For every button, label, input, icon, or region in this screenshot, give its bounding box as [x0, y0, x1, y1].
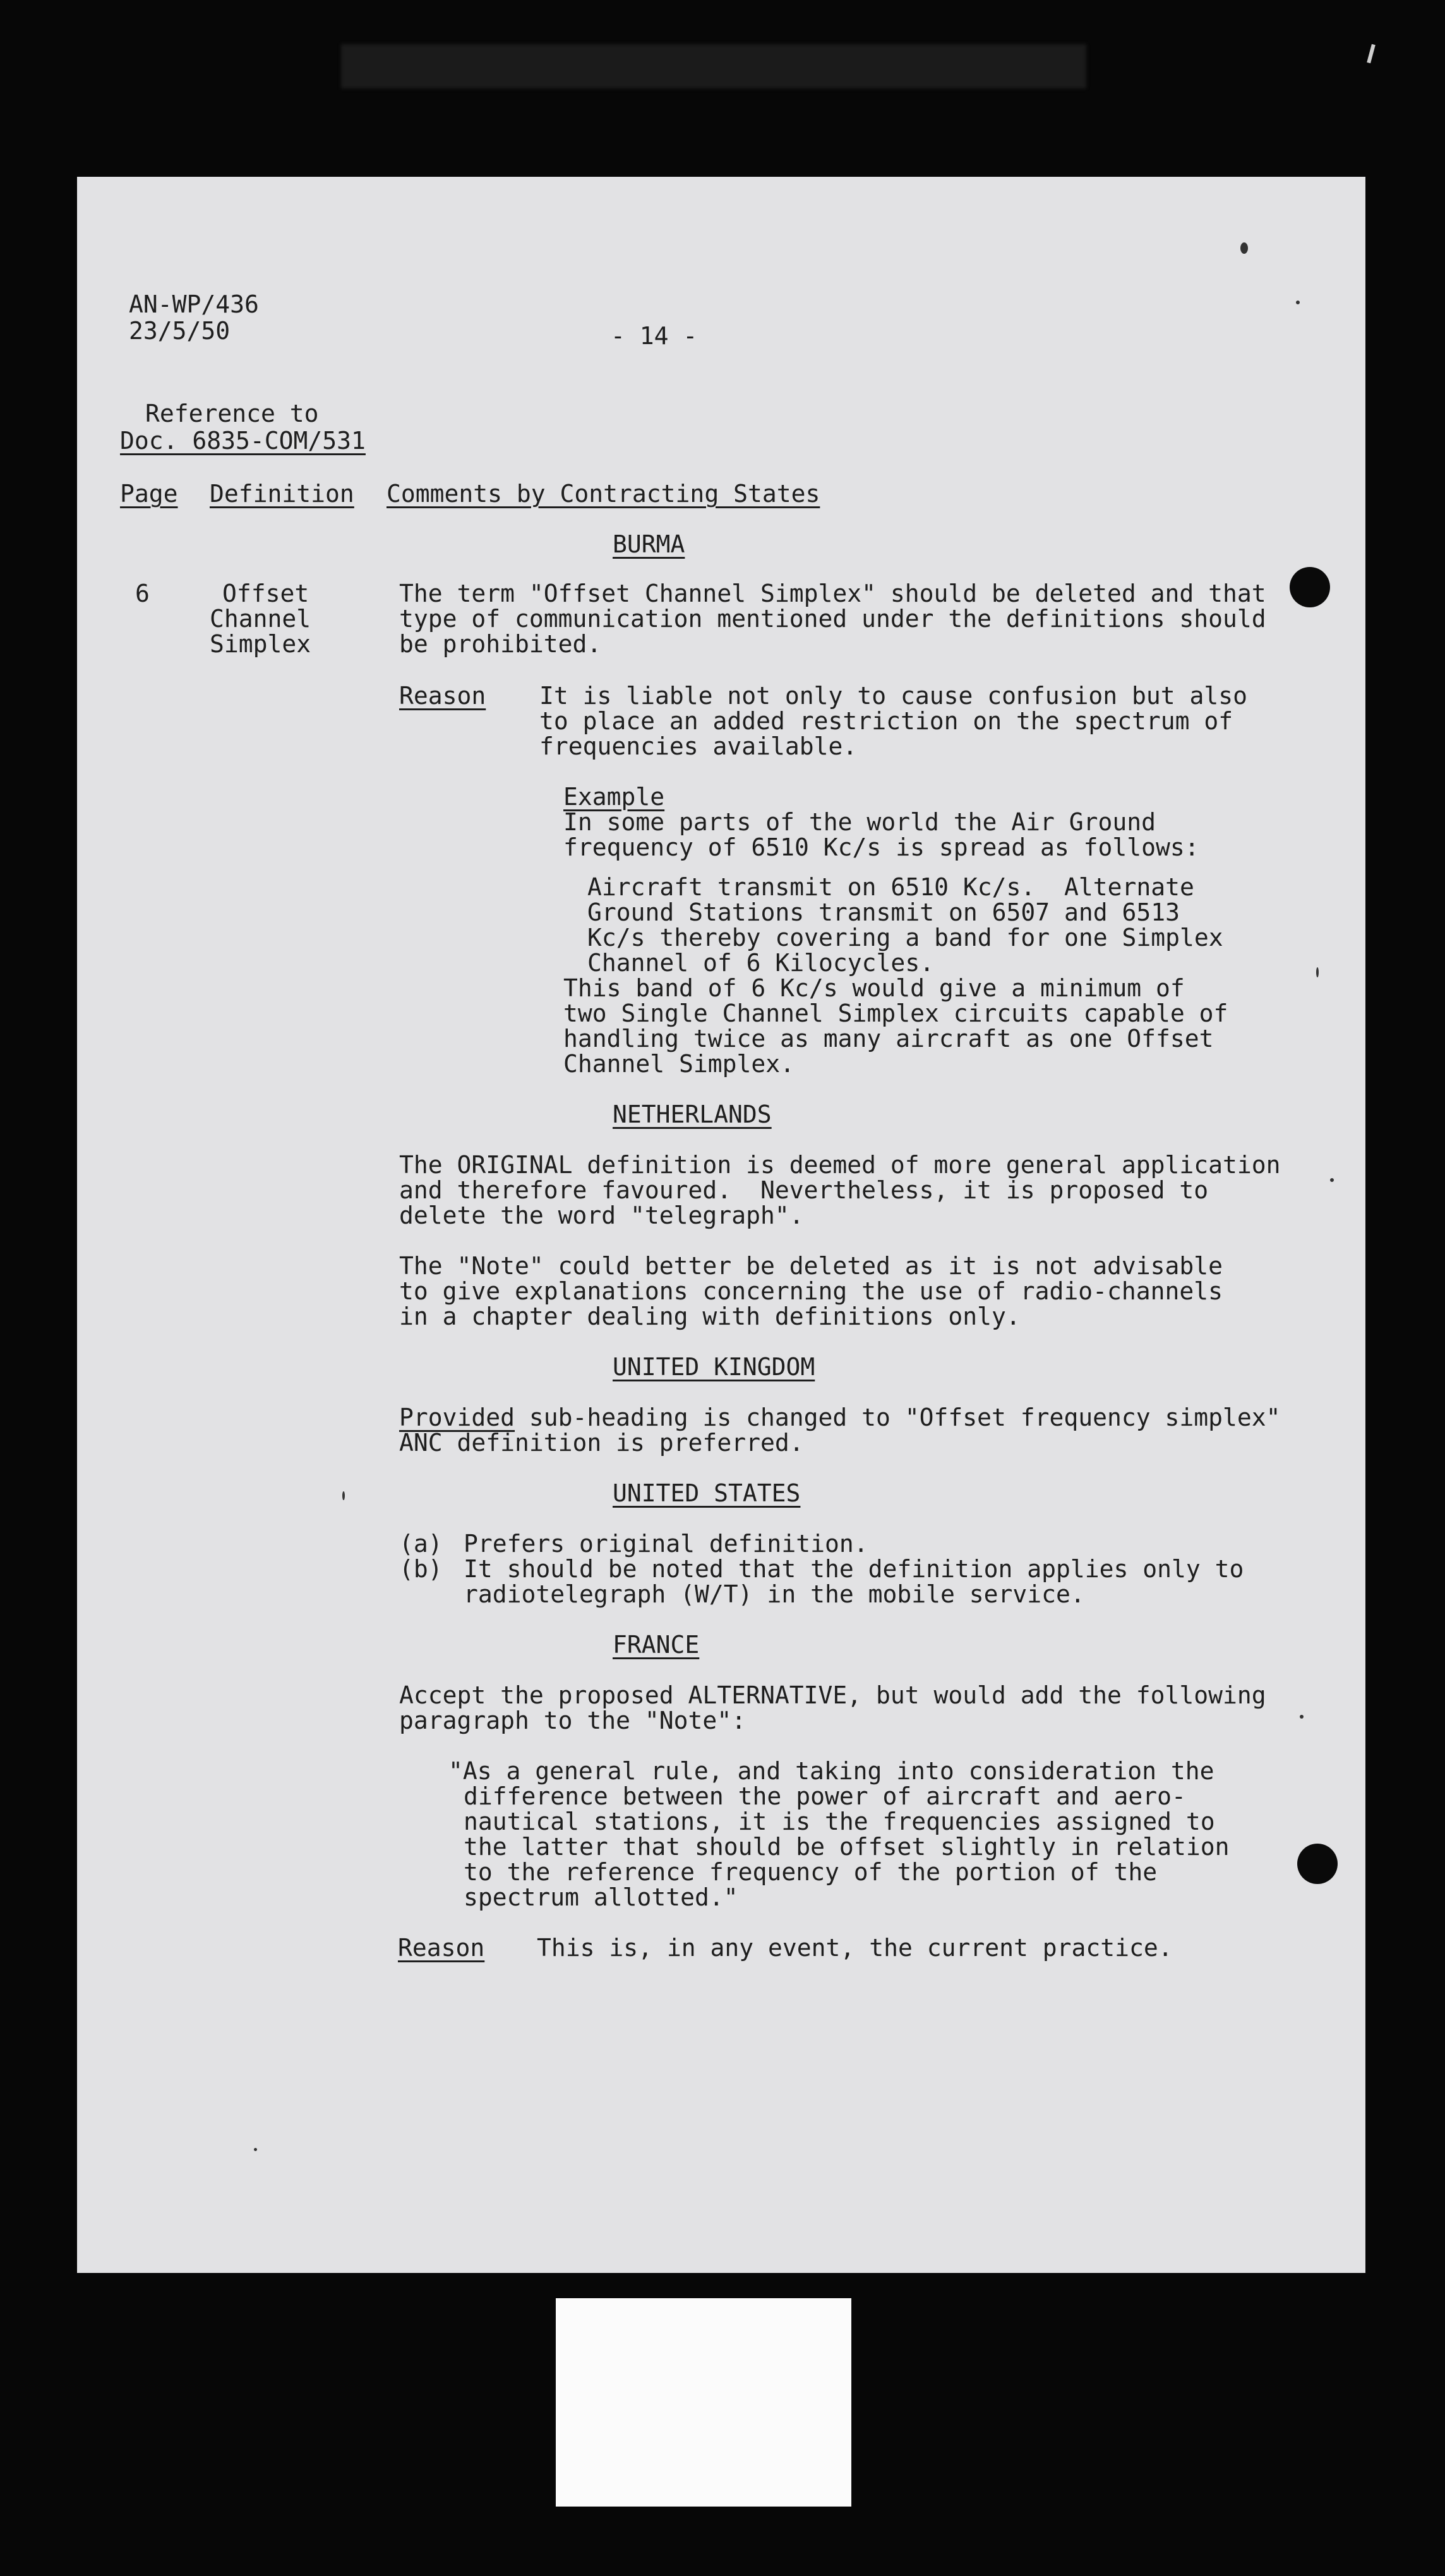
us-item-line: radiotelegraph (W/T) in the mobile service.	[464, 1580, 1085, 1608]
doc-id: AN-WP/436	[129, 290, 259, 318]
uk-line: ANC definition is preferred.	[399, 1429, 804, 1457]
burma-text-line: type of communication mentioned under the definitions should	[399, 605, 1266, 633]
burma-example-line: frequency of 6510 Kc/s is spread as follows:	[563, 833, 1199, 861]
france-quote-line: the latter that should be offset slightly in relation	[464, 1833, 1230, 1861]
speck	[254, 2148, 257, 2151]
netherlands-line: to give explanations concerning the use of radio-channels	[399, 1277, 1223, 1305]
france-quote-line: nautical stations, it is the frequencies assigned to	[464, 1808, 1215, 1835]
doc-date: 23/5/50	[129, 317, 231, 345]
burma-example-indent-line: Ground Stations transmit on 6507 and 6513	[587, 898, 1180, 926]
burma-text-line: be prohibited.	[399, 630, 602, 658]
heading-united-states: UNITED STATES	[613, 1479, 801, 1507]
heading-netherlands: NETHERLANDS	[613, 1100, 772, 1128]
us-item-marker: (a)	[399, 1530, 443, 1558]
column-definition: Definition	[210, 480, 354, 508]
speck	[342, 1491, 345, 1500]
burma-example-tail-line: Channel Simplex.	[563, 1050, 795, 1078]
punch-hole	[1290, 567, 1330, 607]
burma-example-indent-line: Channel of 6 Kilocycles.	[587, 949, 935, 977]
burma-reason-line: frequencies available.	[539, 732, 858, 760]
page-number: - 14 -	[611, 322, 698, 350]
burma-reason-line: It is liable not only to cause confusion but also	[539, 682, 1248, 710]
speck	[1296, 301, 1300, 304]
burma-example-line: In some parts of the world the Air Ground	[563, 808, 1156, 836]
us-item-line: Prefers original definition.	[464, 1530, 868, 1558]
scan-edge-smear	[341, 44, 1086, 88]
uk-line-rest: sub-heading is changed to "Offset frequency simplex"	[515, 1404, 1281, 1431]
burma-example-indent-line: Aircraft transmit on 6510 Kc/s. Alternate	[587, 873, 1194, 901]
reference-doc: Doc. 6835-COM/531	[120, 427, 366, 455]
entry-definition-line: Offset	[222, 580, 309, 607]
burma-example-tail-line: handling twice as many aircraft as one Offset	[563, 1025, 1214, 1052]
us-item-line: It should be noted that the definition applies only to	[464, 1555, 1244, 1583]
heading-burma: BURMA	[613, 530, 685, 558]
netherlands-line: in a chapter dealing with definitions only.	[399, 1303, 1021, 1330]
entry-page: 6	[135, 580, 150, 607]
france-quote-line: spectrum allotted."	[464, 1883, 738, 1911]
netherlands-line: The "Note" could better be deleted as it is not advisable	[399, 1252, 1223, 1280]
us-item-marker: (b)	[399, 1555, 443, 1583]
speck	[1240, 242, 1248, 254]
france-line: Accept the proposed ALTERNATIVE, but would add the following	[399, 1681, 1266, 1709]
film-label-card	[556, 2298, 851, 2507]
uk-provided-word: Provided	[399, 1404, 515, 1431]
speck	[1300, 1715, 1304, 1719]
france-quote-line: "As a general rule, and taking into consideration the	[448, 1757, 1214, 1785]
burma-example-tail-line: two Single Channel Simplex circuits capable of	[563, 999, 1228, 1027]
document-page	[77, 177, 1365, 2273]
burma-example-indent-line: Kc/s thereby covering a band for one Simplex	[587, 924, 1223, 951]
netherlands-line: and therefore favoured. Nevertheless, it is proposed to	[399, 1176, 1209, 1204]
entry-definition-line: Simplex	[210, 630, 311, 658]
column-page: Page	[120, 480, 178, 508]
entry-definition-line: Channel	[210, 605, 311, 633]
france-reason-text: This is, in any event, the current practice.	[537, 1934, 1173, 1962]
france-quote-line: to the reference frequency of the portion of the	[464, 1858, 1158, 1886]
reference-label: Reference to	[145, 400, 319, 427]
speck	[1330, 1178, 1334, 1182]
burma-example-tail-line: This band of 6 Kc/s would give a minimum of	[563, 974, 1185, 1002]
france-line: paragraph to the "Note":	[399, 1707, 746, 1734]
france-reason-label: Reason	[398, 1934, 485, 1962]
burma-reason-line: to place an added restriction on the spectrum of	[539, 707, 1233, 735]
burma-example-label: Example	[563, 783, 665, 811]
uk-line	[399, 1405, 1281, 1430]
scan-corner-mark	[1367, 44, 1376, 64]
france-quote-line: difference between the power of aircraft and aero-	[464, 1782, 1186, 1810]
heading-france: FRANCE	[613, 1631, 700, 1659]
burma-text-line: The term "Offset Channel Simplex" should be deleted and that	[399, 580, 1266, 607]
column-comments: Comments by Contracting States	[387, 480, 820, 508]
netherlands-line: The ORIGINAL definition is deemed of more general application	[399, 1151, 1281, 1179]
burma-reason-label: Reason	[399, 682, 486, 710]
punch-hole	[1297, 1844, 1338, 1884]
heading-united-kingdom: UNITED KINGDOM	[613, 1353, 815, 1381]
netherlands-line: delete the word "telegraph".	[399, 1202, 804, 1229]
speck	[1316, 967, 1319, 977]
